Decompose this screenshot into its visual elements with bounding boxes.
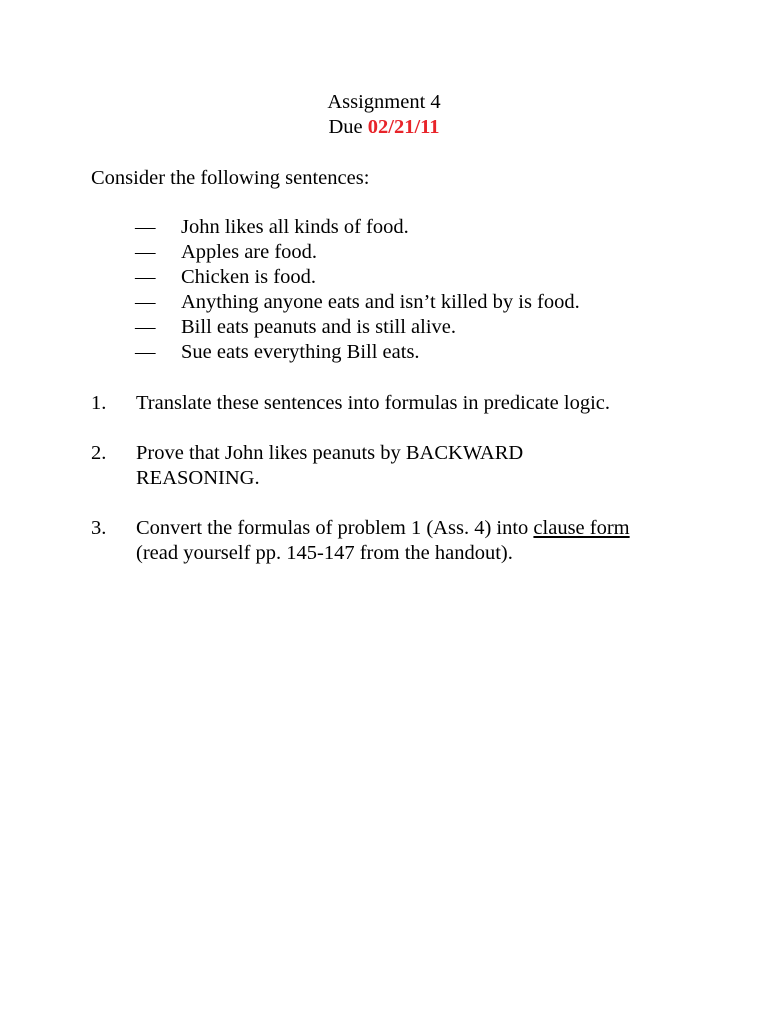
due-label: Due [328, 116, 363, 138]
assignment-title: Assignment 4 [327, 91, 441, 113]
dash-bullet: — [135, 316, 156, 338]
problem-text: Translate these sentences into formulas in predicate logic. [136, 392, 611, 414]
due-date: 02/21/11 [367, 116, 440, 138]
dash-bullet: — [135, 341, 156, 363]
clause-form-underlined: clause form [533, 517, 630, 539]
sentence-text: Anything anyone eats and isn’t killed by is food. [181, 291, 580, 313]
problem-text-before: Convert the formulas of problem 1 (Ass. 4) into [136, 517, 534, 539]
dash-bullet: — [135, 241, 156, 263]
sentence-text: Apples are food. [181, 241, 318, 263]
sentence-text: Bill eats peanuts and is still alive. [181, 316, 456, 338]
sentence-text: John likes all kinds of food. [181, 216, 409, 238]
problem-number: 3. [91, 517, 107, 539]
due-line [0, 115, 768, 140]
problem-number: 2. [91, 442, 107, 464]
problem-text [136, 516, 646, 566]
intro-text: Consider the following sentences: [91, 167, 370, 189]
problem-text: Prove that John likes peanuts by BACKWARD REASONING. [136, 442, 524, 489]
dash-bullet: — [135, 266, 156, 288]
dash-bullet: — [135, 291, 156, 313]
title-block [0, 90, 768, 140]
problem-number: 1. [91, 392, 107, 414]
sentence-text: Sue eats everything Bill eats. [181, 341, 420, 363]
problem-text-after: (read yourself pp. 145-147 from the handout). [136, 542, 513, 564]
sentence-text: Chicken is food. [181, 266, 316, 288]
dash-bullet: — [135, 216, 156, 238]
